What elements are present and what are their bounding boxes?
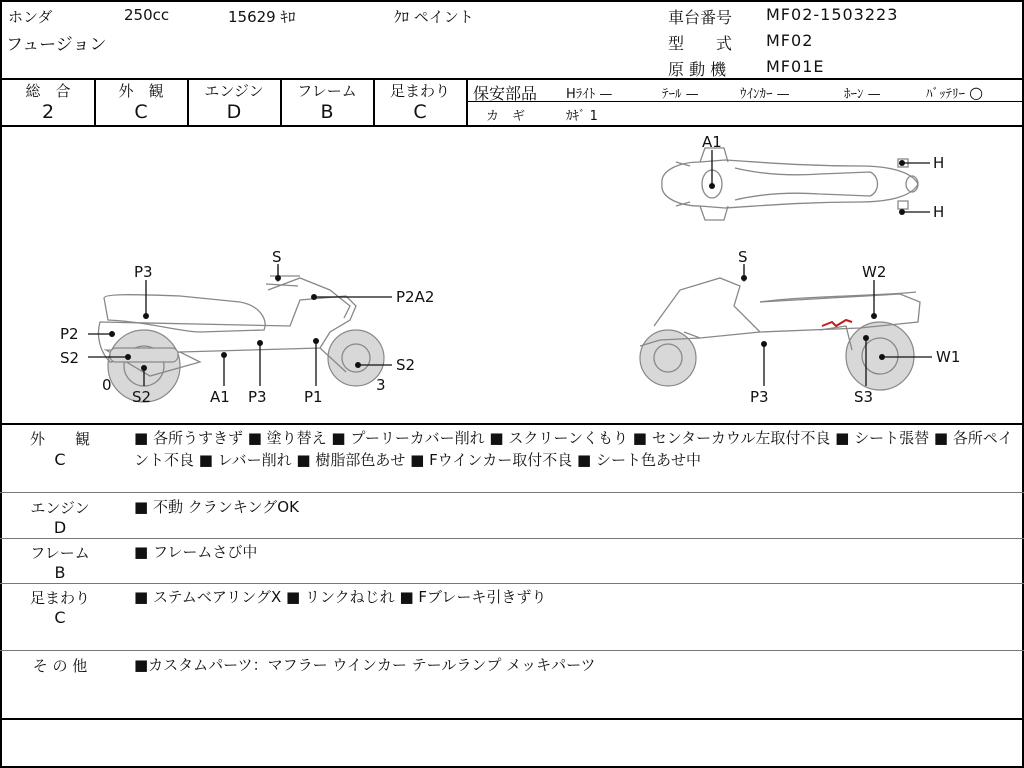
model-name: フュージョン [6,35,107,55]
grade-label-suspension: 足まわり [389,82,450,100]
section-text-exterior: ■ 各所うすきず ■ 塗り替え ■ プーリーカバー削れ ■ スクリーンくもり ■ センターカウル左取付不良 ■ シート張替 ■ 各所ペイント不良 ■ レバー削れ ■ 樹脂部色あせ ■ Fウインカー取付不良 ■ シート色あせ中 [134,429,1013,469]
label-s3: S3 [854,388,874,406]
label-s-mirror: S [272,248,282,266]
section-text-suspension: ■ ステムベアリングX ■ リンクねじれ ■ Fブレーキ引きずり [134,588,547,606]
section-text-engine: ■ 不動 クランキングOK [134,498,299,516]
divider [0,718,1024,720]
label-a1-side: A1 [210,388,230,406]
section-label-suspension: 足まわり [29,589,90,607]
displacement: 250cc [124,6,170,24]
divider [0,538,1024,539]
divider [0,423,1024,425]
safety-horn: ﾎｰﾝ — [844,87,881,102]
label-s2-bottom: S2 [132,388,152,406]
grade-value-engine: D [226,101,242,123]
key-value: ｶｷﾞ 1 [566,109,598,124]
label-p2: P2 [60,325,79,343]
grade-label-overall: 総 合 [25,82,71,100]
label-s2-left: S2 [60,349,80,367]
grade-value-frame: B [320,101,334,123]
section-text-other: ■カスタムパーツ：マフラー ウインカー テールランプ メッキパーツ [134,656,596,674]
label-h-upper: H [933,154,945,172]
section-label-engine: エンジン [30,499,90,517]
grade-label-exterior: 外 観 [118,82,164,100]
right-markers [738,248,960,406]
label-w2: W2 [862,263,887,281]
mileage: 15629 ｷﾛ [228,8,296,26]
label-p2a2: P2A2 [396,288,435,306]
scooter-left-view [98,266,384,402]
label-zero: 0 [102,376,112,394]
label-p3-side: P3 [248,388,267,406]
maker: ホンダ [8,8,53,26]
type-label: 型 式 [668,34,733,53]
divider [0,492,1024,493]
label-p3-right: P3 [750,388,769,406]
section-grade-engine: D [53,518,67,537]
scooter-top-view [662,148,918,220]
label-w1: W1 [936,348,961,366]
safety-headlight: Hﾗｲﾄ — [566,87,613,102]
safety-battery: ﾊﾞｯﾃﾘｰ ○ [926,83,984,102]
divider [466,78,468,126]
label-s2-right: S2 [396,356,416,374]
engine-value: MF01E [766,57,825,76]
safety-tail: ﾃｰﾙ — [662,87,699,102]
section-grade-suspension: C [54,608,66,627]
safety-label: 保安部品 [473,84,538,103]
section-grade-exterior: C [54,450,66,469]
label-a1-top: A1 [702,133,722,151]
grade-value-overall: 2 [41,101,55,123]
section-label-exterior: 外 観 [29,430,90,448]
section-text-frame: ■ フレームさび中 [134,543,258,561]
section-grade-frame: B [54,563,66,582]
label-three: 3 [376,376,386,394]
grade-label-frame: フレーム [297,82,357,100]
type-value: MF02 [766,31,814,50]
section-label-frame: フレーム [30,544,90,562]
label-p1: P1 [304,388,323,406]
divider [0,583,1024,584]
color: ｸﾛ ペイント [394,8,474,26]
divider [0,650,1024,651]
label-h-lower: H [933,203,945,221]
safety-winker: ｳｲﾝｶｰ — [740,87,790,102]
scooter-right-view [640,266,920,390]
grade-value-exterior: C [134,101,148,123]
section-label-other: そ の 他 [32,657,88,675]
key-label: カ ギ [486,109,526,124]
damage-scribble [822,320,852,326]
label-p3-seat: P3 [134,263,153,281]
grade-label-engine: エンジン [204,82,264,100]
damage-diagram [0,126,1024,424]
label-s-right: S [738,248,748,266]
grade-value-suspension: C [413,101,427,123]
frame-no-label: 車台番号 [668,8,733,27]
engine-label: 原 動 機 [668,60,727,79]
frame-no: MF02-1503223 [766,5,899,24]
